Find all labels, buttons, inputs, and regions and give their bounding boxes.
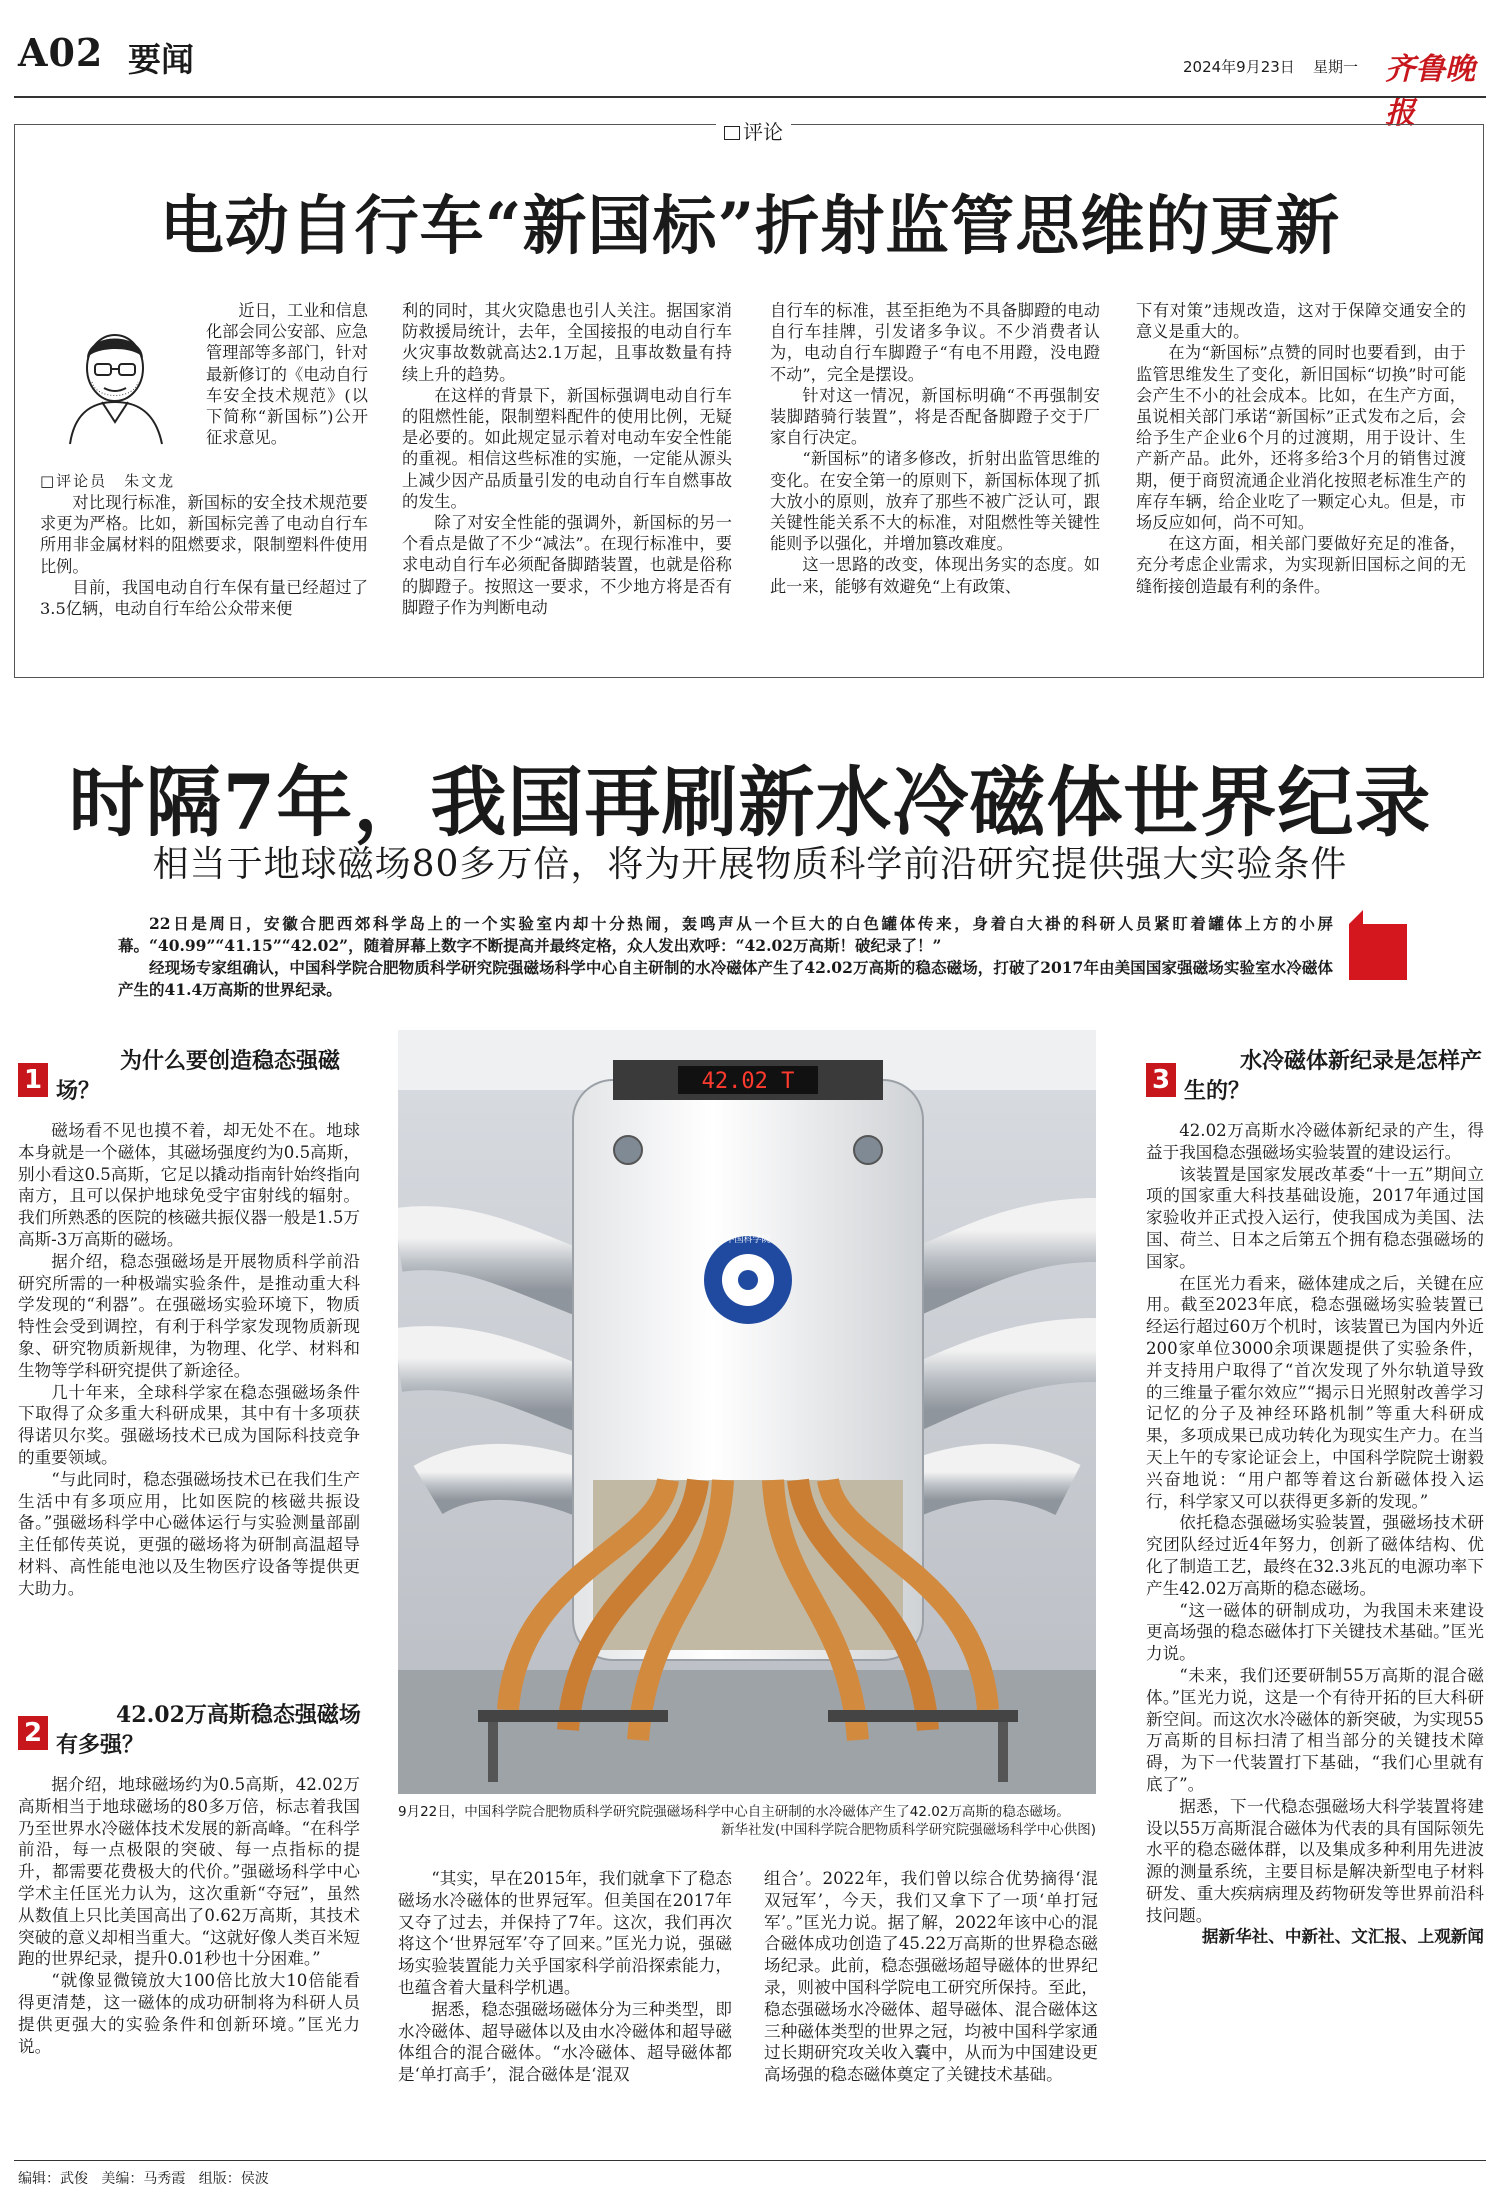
article-source: 据新华社、中新社、文汇报、上观新闻 (1201, 1926, 1484, 1947)
paragraph: 组合’。2022年，我们曾以综合优势摘得‘混双冠军’，今天，我们又拿下了一项‘单打冠军’。”匡光力说。据了解，2022年该中心的混合磁体成功创造了45.22万高斯的世界稳态磁场纪录。此前，稳态强磁场超导磁体的世界纪录，则被中国科学院电工研究所保持。至此，稳态强磁场水冷磁体、超导磁体、混合磁体这三种磁体类型的世界之冠，均被中国科学家通过长期研究攻关收入囊中，从而为中国建设更高场强的稳态磁体奠定了关键技术基础。 (764, 1869, 1098, 2085)
feature-lead (118, 913, 1333, 1001)
paragraph: 几十年来，全球科学家在稳态强磁场条件下取得了众多重大科研成果，其中有十多项获得诺贝尔奖。强磁场技术已成为国际科技竞争的重要领域。 (18, 1382, 360, 1467)
water-cooled-magnet-illustration (398, 1030, 1096, 1794)
paragraph: 依托稳态强磁场实验装置，强磁场技术研究团队经过近4年努力，创新了磁体结构、优化了制造工艺，最终在32.3兆瓦的电源功率下产生42.02万高斯的稳态磁场。 (1146, 1513, 1484, 1598)
feature-subheadline: 相当于地球磁场80多万倍，将为开展物质科学前沿研究提供强大实验条件 (152, 844, 1348, 885)
masthead-rule (14, 96, 1486, 98)
paragraph: 近日，工业和信息化部会同公安部、应急管理部等多部门，针对最新修订的《电动自行车安全技术规范》(以下简称“新国标”)公开征求意见。 (206, 301, 368, 448)
photo-caption (398, 1803, 1096, 1839)
q3-title: 水冷磁体新纪录是怎样产生的？ (1184, 1048, 1483, 1104)
paragraph: 22日是周日，安徽合肥西郊科学岛上的一个实验室内却十分热闹，轰鸣声从一个巨大的白色罐体传来，身着白大褂的科研人员紧盯着罐体上方的小屏幕。“40.99”“41.15”“42.02”，随着屏幕上数字不断提高并最终定格，众人发出欢呼：“42.02万高斯！破纪录了！” (118, 914, 1333, 955)
comment-icon (724, 126, 740, 140)
paragraph: 下有对策”违规改造，这对于保障交通安全的意义是重大的。 (1136, 301, 1466, 342)
footer-rule (14, 2160, 1486, 2161)
issue-weekday: 星期一 (1313, 58, 1359, 76)
newspaper-logo: 齐鲁晚报 (1385, 52, 1475, 131)
q3-body (1146, 1120, 1484, 1948)
commentary-col4 (1136, 300, 1466, 597)
decor-triangle (1349, 910, 1363, 924)
paragraph: “未来，我们还要研制55万高斯的混合磁体。”匡光力说，这是一个有待开拓的巨大科研新空间。而这次水冷磁体的新突破，为实现55万高斯的目标扫清了相当部分的关键技术障碍，为下一代装置打下基础，“我们心里就有底了”。 (1146, 1665, 1484, 1794)
q2-number-badge: 2 (18, 1716, 48, 1750)
section-name: 要闻 (128, 40, 194, 79)
paragraph: “新国标”的诸多修改，折射出监管思维的变化。在安全第一的原则下，新国标体现了抓大放小的原则，放弃了那些不被广泛认可，跟关键性能关系不大的标准，对阻燃性等关键性能则予以强化，并增加篡改难度。 (770, 449, 1100, 554)
footer-credits (18, 2168, 269, 2188)
photo-credit: 新华社发(中国科学院合肥物质科学研究院强磁场科学中心供图) (720, 1822, 1096, 1838)
q2-body (18, 1774, 360, 2057)
paragraph: 在这方面，相关部门要做好充足的准备，充分考虑企业需求，为实现新旧国标之间的无缝衔接创造最有利的条件。 (1136, 534, 1466, 596)
paragraph: 这一思路的改变，体现出务实的态度。如此一来，能够有效避免“上有政策、 (770, 555, 1100, 596)
feature-mid-col2 (764, 1868, 1098, 2086)
paragraph: “这一磁体的研制成功，为我国未来建设更高场强的稳态磁体打下关键技术基础。”匡光力说。 (1146, 1600, 1484, 1664)
cas-emblem-text: 中国科学院 (725, 1235, 771, 1245)
field-display-readout: 42.02 T (701, 1069, 795, 1094)
feature-mid-col1 (398, 1868, 732, 2086)
paragraph: 在为“新国标”点赞的同时也要看到，由于监管思维发生了变化，新旧国标“切换”时可能会产生不小的社会成本。比如，在生产方面，虽说相关部门承诺“新国标”正式发布之后，会给予生产企业6个月的过渡期，用于设计、生产新产品。此外，还将多给3个月的销售过渡期，便于商贸流通企业消化按照老标准生产的库存车辆，给企业吃了一颗定心丸。但是，市场反应如何，尚不可知。 (1136, 343, 1466, 533)
decor-red-block (1349, 924, 1407, 980)
q1-title: 为什么要创造稳态强磁场？ (56, 1048, 341, 1104)
author-portrait (40, 310, 190, 450)
paragraph: 利的同时，其火灾隐患也引人关注。据国家消防救援局统计，去年，全国接报的电动自行车火灾事故数就高达2.1万起，且事故数量有持续上升的趋势。 (402, 301, 732, 384)
paragraph: 据介绍，地球磁场约为0.5高斯，42.02万高斯相当于地球磁场的80多万倍，标志着我国乃至世界水冷磁体技术发展的新高峰。“在科学前沿，每一点极限的突破、每一点指标的提升，都需要花费极大的代价。”强磁场科学中心学术主任匡光力认为，这次重新“夺冠”，虽然从数值上只比美国高出了0.62万高斯，其技术突破的意义却相当重大。“这就好像人类百米短跑的世界纪录，提升0.01秒也十分困难。” (18, 1775, 360, 1969)
paragraph: 在匡光力看来，磁体建成之后，关键在应用。截至2023年底，稳态强磁场实验装置已经运行超过60万个机时，该装置已为国内外近200家单位3000余项课题提供了实验条件，并支持用户取得了“首次发现了外尔轨道导致的三维量子霍尔效应”“揭示日光照射改善学习记忆的分子及神经环路机制”等重大科研成果，多项成果已成功转化为现实生产力。在当天上午的专家论证会上，中国科学院院士谢毅兴奋地说：“用户都等着这台新磁体投入运行，科学家又可以获得更多新的发现。” (1146, 1273, 1484, 1511)
paragraph: 除了对安全性能的强调外，新国标的另一个看点是做了不少“减法”。在现行标准中，要求电动自行车必须配备脚踏装置，也就是俗称的脚蹬子。按照这一要求，不少地方将是否有脚蹬子作为判断电动 (402, 513, 732, 617)
layout-credit: 组版：侯波 (198, 2171, 269, 2187)
q2-title: 42.02万高斯稳态强磁场有多强？ (56, 1702, 361, 1758)
paragraph: 对比现行标准，新国标的安全技术规范要求更为严格。比如，新国标完善了电动自行车所用非金属材料的阻燃要求，限制塑料件使用比例。 (40, 493, 368, 576)
paragraph: 自行车的标准，甚至拒绝为不具备脚蹬的电动自行车挂牌，引发诸多争议。不少消费者认为，电动自行车脚蹬子“有电不用蹬，没电蹬不动”，完全是摆设。 (770, 301, 1100, 384)
commentary-headline: 电动自行车“新国标”折射监管思维的更新 (159, 189, 1341, 264)
paragraph: 42.02万高斯水冷磁体新纪录的产生，得益于我国稳态强磁场实验装置的建设运行。 (1146, 1121, 1484, 1162)
commentary-col3 (770, 300, 1100, 597)
magnet-photo (398, 1030, 1096, 1794)
author-byline: □评论员 朱文龙 (40, 472, 176, 490)
paragraph: 磁场看不见也摸不着，却无处不在。地球本身就是一个磁体，其磁场强度约为0.5高斯，别小看这0.5高斯，它足以撬动指南针始终指向南方，且可以保护地球免受宇宙射线的辐射。我们所熟悉的医院的核磁共振仪器一般是1.5万高斯-3万高斯的磁场。 (18, 1121, 360, 1249)
issue-date: 2024年9月23日 (1183, 58, 1295, 76)
q1-number-badge: 1 (18, 1063, 48, 1097)
paragraph: 据介绍，稳态强磁场是开展物质科学前沿研究所需的一种极端实验条件，是推动重大科学发现的“利器”。在强磁场实验环境下，物质特性会受到调控，有利于科学家发现物质新现象、研究物质新规律，为物理、化学、材料和生物等学科研究提供了新途径。 (18, 1251, 360, 1380)
paragraph: 针对这一情况，新国标明确“不再强制安装脚踏骑行装置”，将是否配备脚蹬子交于厂家自行决定。 (770, 385, 1100, 448)
q3-number-badge: 3 (1146, 1063, 1176, 1097)
page-number: A02 (18, 30, 104, 75)
commentary-tag: 评论 (716, 116, 791, 145)
paragraph: “其实，早在2015年，我们就拿下了稳态磁场水冷磁体的世界冠军。但美国在2017年又夺了过去，并保持了7年。这次，我们再次将这个‘世界冠军’夺了回来。”匡光力说，强磁场实验装置能力关乎国家科学前沿探索能力，也蕴含着大量科学机遇。 (398, 1869, 732, 1997)
q1-body (18, 1120, 360, 1600)
feature-headline: 时隔7年，我国再刷新水冷磁体世界纪录 (68, 758, 1432, 847)
editor-credit: 编辑：武俊 (18, 2171, 88, 2187)
paragraph: 该装置是国家发展改革委“十一五”期间立项的国家重大科技基础设施，2017年通过国家验收并正式投入运行，使我国成为美国、法国、荷兰、日本之后第五个拥有稳态强磁场的国家。 (1146, 1164, 1484, 1271)
commentary-col2 (402, 300, 732, 618)
paragraph: 目前，我国电动自行车保有量已经超过了3.5亿辆，电动自行车给公众带来便 (40, 577, 368, 619)
designer-credit: 美编：马秀霞 (101, 2171, 186, 2187)
caption-text: 9月22日，中国科学院合肥物质科学研究院强磁场科学中心自主研制的水冷磁体产生了42.02万高斯的稳态磁场。 (398, 1804, 1070, 1820)
paragraph: “与此同时，稳态强磁场技术已在我们生产生活中有多项应用，比如医院的核磁共振设备。”强磁场科学中心磁体运行与实验测量部副主任郁传英说，更强的磁场将为研制高温超导材料、高性能电池以及生物医疗设备等提供更大助力。 (18, 1469, 360, 1598)
paragraph: 据悉，下一代稳态强磁场大科学装置将建设以55万高斯混合磁体为代表的具有国际领先水平的稳态磁体群，以及集成多种利用先进波源的测量系统，主要目标是解决新型电子材料研发、重大疾病病理及药物研发等世界前沿科技问题。 (1146, 1796, 1484, 1925)
paragraph: 经现场专家组确认，中国科学院合肥物质科学研究院强磁场科学中心自主研制的水冷磁体产生了42.02万高斯的稳态磁场，打破了2017年由美国国家强磁场实验室水冷磁体产生的41.4万高斯的世界纪录。 (118, 958, 1333, 999)
commentary-col1 (40, 492, 368, 619)
commentary-col1-intro (206, 300, 368, 448)
paragraph: “就像显微镜放大100倍比放大10倍能看得更清楚，这一磁体的成功研制将为科研人员提供更强大的实验条件和创新环境。”匡光力说。 (18, 1971, 360, 2056)
paragraph: 在这样的背景下，新国标强调电动自行车的阻燃性能，限制塑料配件的使用比例，无疑是必要的。如此规定显示着对电动车安全性能的重视。相信这些标准的实施，一定能从源头上减少因产品质量引发的电动自行车自燃事故的发生。 (402, 385, 732, 511)
paragraph: 据悉，稳态强磁场磁体分为三种类型，即水冷磁体、超导磁体以及由水冷磁体和超导磁体组合的混合磁体。“水冷磁体、超导磁体都是‘单打高手’，混合磁体是‘混双 (398, 1999, 732, 2085)
